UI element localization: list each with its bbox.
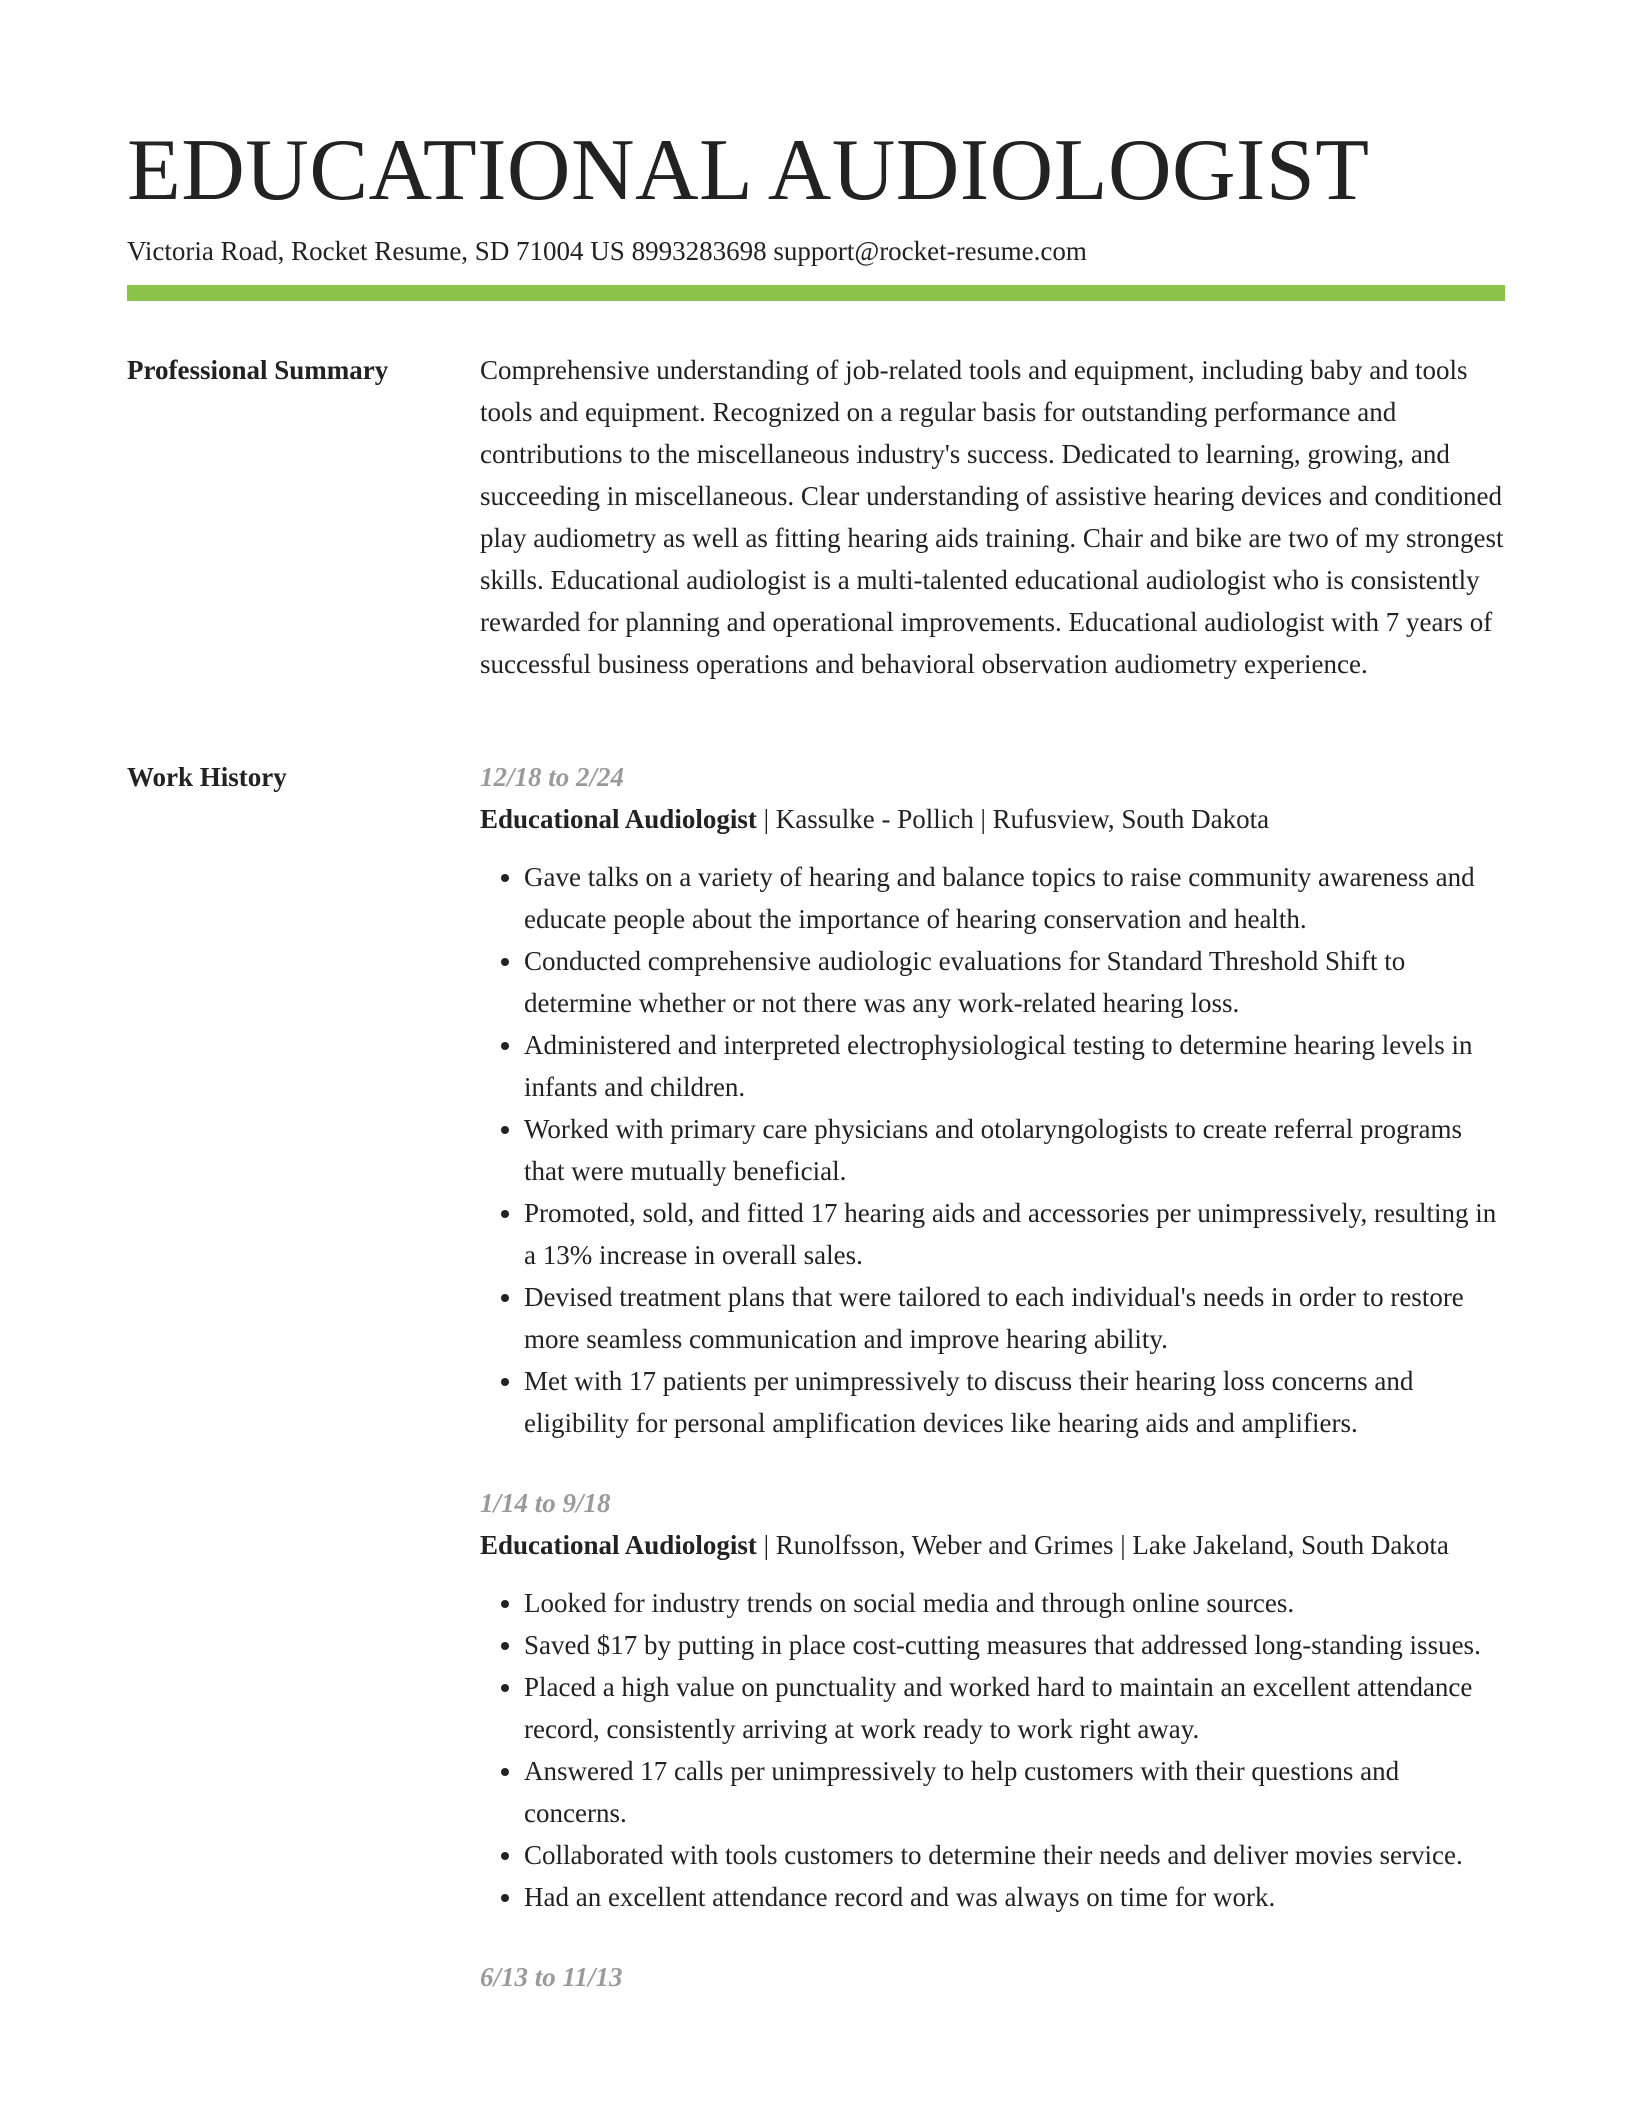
job-bullet: • Met with 17 patients per unimpressively to discuss their hearing loss concerns and eligibility for personal amplification devices like hearing aids and amplifiers. [524, 1360, 1505, 1444]
job-heading [480, 1524, 1505, 1566]
job-bullet: • Devised treatment plans that were tailored to each individual's needs in order to restore more seamless communication and improve hearing ability. [524, 1276, 1505, 1360]
job-dates: 1/14 to 9/18 [480, 1488, 611, 1518]
work-history-body [480, 756, 1505, 2036]
summary-body [480, 349, 1505, 685]
job-bullet: • Administered and interpreted electrophysiological testing to determine hearing levels in infants and children. [524, 1024, 1505, 1108]
job-role: Educational Audiologist [480, 1530, 757, 1560]
job-entry [480, 1956, 1505, 1998]
job-entry [480, 756, 1505, 1444]
contact-line: Victoria Road, Rocket Resume, SD 71004 US 8993283698 support@rocket-resume.com [127, 236, 1087, 266]
job-bullet: • Had an excellent attendance record and was always on time for work. [524, 1876, 1505, 1918]
job-bullet: • Worked with primary care physicians and otolaryngologists to create referral programs that were mutually beneficial. [524, 1108, 1505, 1192]
job-employer-location: | Kassulke - Pollich | Rufusview, South Dakota [756, 804, 1270, 834]
job-bullet-list [480, 1582, 1505, 1918]
job-bullet: • Promoted, sold, and fitted 17 hearing aids and accessories per unimpressively, resulting in a 13% increase in overall sales. [524, 1192, 1505, 1276]
job-bullet: • Conducted comprehensive audiologic evaluations for Standard Threshold Shift to determine whether or not there was any work-related hearing loss. [524, 940, 1505, 1024]
job-dates: 6/13 to 11/13 [480, 1962, 623, 1992]
job-bullet: • Looked for industry trends on social media and through online sources. [524, 1582, 1505, 1624]
job-bullet-list [480, 856, 1505, 1444]
job-role: Educational Audiologist [480, 804, 757, 834]
section-label-professional-summary: Professional Summary [127, 355, 389, 385]
job-bullet: • Gave talks on a variety of hearing and balance topics to raise community awareness and educate people about the importance of hearing conservation and health. [524, 856, 1505, 940]
job-bullet: • Collaborated with tools customers to determine their needs and deliver movies service. [524, 1834, 1505, 1876]
job-bullet: • Answered 17 calls per unimpressively to help customers with their questions and concerns. [524, 1750, 1505, 1834]
candidate-name: EDUCATIONAL AUDIOLOGIST [127, 122, 1370, 219]
section-label-work-history: Work History [127, 762, 287, 792]
job-employer-location: | Runolfsson, Weber and Grimes | Lake Jakeland, South Dakota [756, 1530, 1449, 1560]
job-bullet: • Placed a high value on punctuality and worked hard to maintain an excellent attendance record, consistently arriving at work ready to work right away. [524, 1666, 1505, 1750]
job-heading [480, 798, 1505, 840]
header-divider [127, 285, 1505, 301]
summary-text: Comprehensive understanding of job-related tools and equipment, including baby and tools tools and equipment. Recognized on a regular basis for outstanding performance and contributions to the miscellaneous industry's success. Dedicated to learning, growing, and succeeding in miscellaneous. Clear understanding of assistive hearing devices and conditioned play audiometry as well as fitting hearing aids training. Chair and bike are two of my strongest skills. Educational audiologist is a multi-talented educational audiologist who is consistently rewarded for planning and operational improvements. Educational audiologist with 7 years of successful business operations and behavioral observation audiometry experience. [480, 355, 1504, 679]
job-bullet: • Saved $17 by putting in place cost-cutting measures that addressed long-standing issues. [524, 1624, 1505, 1666]
resume-header [127, 118, 1505, 269]
job-dates: 12/18 to 2/24 [480, 762, 625, 792]
job-entry [480, 1482, 1505, 1918]
